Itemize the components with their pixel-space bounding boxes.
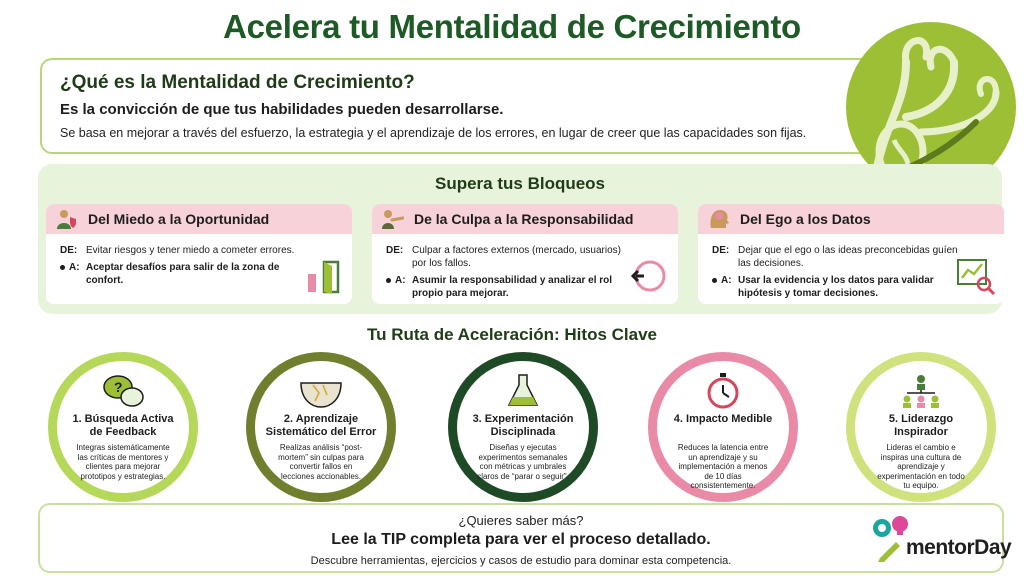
head-brain-icon bbox=[708, 208, 730, 230]
from-row bbox=[60, 244, 342, 257]
milestone-title: 5. Liderazgo Inspirador bbox=[888, 413, 954, 439]
card-heading: De la Culpa a la Responsabilidad bbox=[414, 211, 634, 227]
card-heading: Del Ego a los Datos bbox=[740, 211, 871, 227]
milestone-experimentation bbox=[448, 352, 598, 502]
brand-logo bbox=[870, 514, 1020, 569]
to-text: Usar la evidencia y los datos para validar hipótesis y tomar decisiones. bbox=[738, 275, 934, 299]
milestone-desc: Integras sistemáticamente las críticas de mentores y clientes para mejorar prototipos y estrategias. bbox=[76, 443, 170, 481]
pointing-person-icon bbox=[382, 208, 404, 230]
milestone-error-learning bbox=[246, 352, 396, 502]
milestone-title: 1. Búsqueda Activa de Feedback bbox=[72, 413, 174, 439]
milestone-title: 4. Impacto Medible bbox=[673, 413, 773, 425]
definition-detail: Se basa en mejorar a través del esfuerzo, la estrategia y el aprendizaje de los errores, en lugar de creer que las capacidades son fijas. bbox=[60, 126, 807, 140]
definition-panel bbox=[40, 58, 890, 154]
definition-statement: Es la convicción de que tus habilidades pueden desarrollarse. bbox=[60, 101, 504, 118]
speech-bubbles-icon bbox=[101, 373, 145, 409]
to-label: A: bbox=[721, 275, 732, 286]
to-row bbox=[60, 261, 342, 287]
milestone-desc: Diseñas y ejecutas experimentos semanales con métricas y umbrales claros de “parar o seguir”. bbox=[477, 443, 569, 481]
route-title: Tu Ruta de Aceleración: Hitos Clave bbox=[366, 325, 657, 344]
blocker-card-fear bbox=[46, 204, 352, 304]
to-row bbox=[712, 274, 994, 300]
to-row bbox=[386, 274, 668, 300]
circular-arrow-icon bbox=[630, 256, 670, 296]
cta-panel[interactable] bbox=[38, 503, 1004, 573]
milestone-impact bbox=[648, 352, 798, 502]
person-shield-icon bbox=[56, 208, 78, 230]
to-text: Asumir la responsabilidad y analizar el rol propio para mejorar. bbox=[412, 275, 613, 299]
definition-question: ¿Qué es la Mentalidad de Crecimiento? bbox=[60, 72, 415, 93]
cta-subtext: Descubre herramientas, ejercicios y casos de estudio para dominar esta competencia. bbox=[310, 555, 732, 567]
to-label: A: bbox=[395, 275, 406, 286]
milestone-title: 2. Aprendizaje Sistemático del Error bbox=[265, 413, 377, 439]
from-text: Dejar que el ego o las ideas preconcebidas guíen las decisiones. bbox=[738, 245, 958, 269]
blocker-card-ego bbox=[698, 204, 1004, 304]
card-header bbox=[698, 204, 1004, 234]
brand-name: mentorDay bbox=[906, 536, 1012, 559]
card-header bbox=[372, 204, 678, 234]
from-label: DE: bbox=[60, 245, 78, 256]
gear-bulb-pencil-icon bbox=[870, 514, 910, 564]
from-row bbox=[386, 244, 668, 270]
cracked-bowl-icon bbox=[299, 373, 343, 409]
flask-icon bbox=[501, 373, 545, 409]
from-text: Evitar riesgos y tener miedo a cometer errores. bbox=[86, 245, 295, 256]
blocker-card-blame bbox=[372, 204, 678, 304]
from-text: Culpar a factores externos (mercado, usuarios) por los fallos. bbox=[412, 245, 621, 269]
milestone-feedback bbox=[48, 352, 198, 502]
card-header bbox=[46, 204, 352, 234]
to-text: Aceptar desafíos para salir de la zona de confort. bbox=[86, 262, 280, 286]
to-label: A: bbox=[69, 262, 80, 273]
open-door-icon bbox=[304, 256, 344, 296]
milestone-title: 3. Experimentación Disciplinada bbox=[472, 413, 574, 439]
milestone-leadership bbox=[846, 352, 996, 502]
card-heading: Del Miedo a la Oportunidad bbox=[88, 211, 270, 227]
stopwatch-icon bbox=[701, 373, 745, 409]
chart-magnifier-icon bbox=[956, 256, 996, 296]
from-label: DE: bbox=[386, 245, 404, 256]
cta-question: ¿Quieres saber más? bbox=[458, 513, 584, 528]
milestone-desc: Lideras el cambio e inspiras una cultura de aprendizaje y experimentación en todo tu equipo. bbox=[877, 443, 965, 491]
page-title: Acelera tu Mentalidad de Crecimiento bbox=[223, 8, 801, 45]
cta-headline[interactable]: Lee la TIP completa para ver el proceso detallado. bbox=[331, 531, 711, 548]
milestone-desc: Realizas análisis “post-mortem” sin culpas para convertir fallos en lecciones accionables. bbox=[278, 443, 364, 481]
svg-text:?: ? bbox=[114, 379, 123, 395]
milestone-desc: Reduces la latencia entre un aprendizaje y su implementación a menos de 10 días consistentemente. bbox=[677, 443, 769, 491]
blockers-section bbox=[38, 164, 1002, 314]
from-row bbox=[712, 244, 994, 270]
blockers-title: Supera tus Bloqueos bbox=[434, 174, 606, 193]
team-hierarchy-icon bbox=[899, 373, 943, 409]
from-label: DE: bbox=[712, 245, 730, 256]
